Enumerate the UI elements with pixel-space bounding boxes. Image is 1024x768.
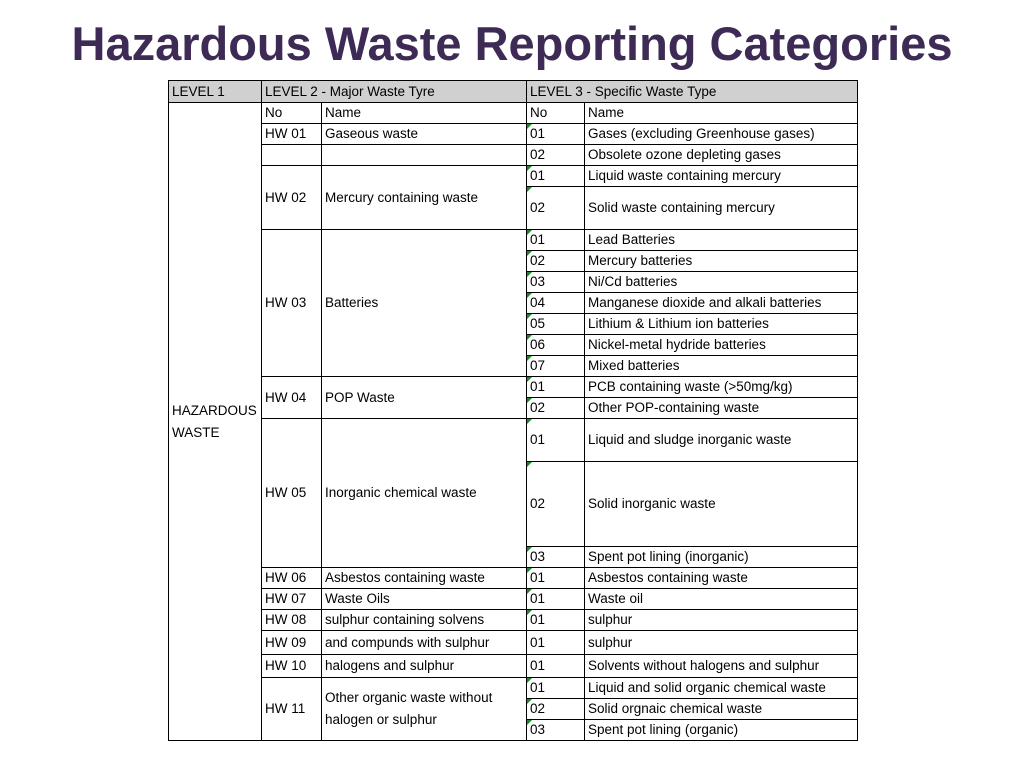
- level1-category-label: HAZARDOUS WASTE: [172, 402, 257, 440]
- hw-number: HW 03: [262, 230, 322, 377]
- hw-name: Batteries: [322, 230, 527, 377]
- hw-number: HW 11: [262, 678, 322, 741]
- item-name: Obsolete ozone depleting gases: [585, 145, 858, 166]
- item-name: Ni/Cd batteries: [585, 272, 858, 293]
- hw-name: Inorganic chemical waste: [322, 419, 527, 568]
- table-row: [169, 678, 858, 699]
- item-number: 01: [527, 230, 585, 251]
- item-number: 01: [527, 568, 585, 589]
- item-name: Lithium & Lithium ion batteries: [585, 314, 858, 335]
- page-title: Hazardous Waste Reporting Categories: [71, 17, 953, 70]
- hw-number: HW 05: [262, 419, 322, 568]
- subheader-level2-name: Name: [322, 103, 527, 124]
- item-name: Solvents without halogens and sulphur: [585, 655, 858, 678]
- item-number: 01: [527, 655, 585, 678]
- item-name: Solid inorganic waste: [585, 462, 858, 547]
- level1-category-cell: [169, 103, 262, 741]
- item-name: Mercury batteries: [585, 251, 858, 272]
- header-level3: LEVEL 3 - Specific Waste Type: [527, 81, 858, 103]
- hw-number: HW 02: [262, 166, 322, 230]
- item-number: 01: [527, 678, 585, 699]
- table-row: [169, 166, 858, 187]
- item-name: Liquid and solid organic chemical waste: [585, 678, 858, 699]
- hw-name: and compunds with sulphur: [322, 631, 527, 655]
- hw-name: Waste Oils: [322, 589, 527, 610]
- item-number: 02: [527, 699, 585, 720]
- item-number: 02: [527, 187, 585, 230]
- table-row: [169, 124, 858, 145]
- item-name: Asbestos containing waste: [585, 568, 858, 589]
- item-name: Manganese dioxide and alkali batteries: [585, 293, 858, 314]
- header-level1: LEVEL 1: [169, 81, 262, 103]
- item-name: Liquid waste containing mercury: [585, 166, 858, 187]
- item-name: Other POP-containing waste: [585, 398, 858, 419]
- item-number: 01: [527, 124, 585, 145]
- hw-name: sulphur containing solvens: [322, 610, 527, 631]
- item-number: 03: [527, 272, 585, 293]
- table-row: [169, 145, 858, 166]
- table-row: [169, 610, 858, 631]
- hw-number: HW 09: [262, 631, 322, 655]
- hw-number: HW 04: [262, 377, 322, 419]
- table-row: [169, 568, 858, 589]
- item-number: 01: [527, 166, 585, 187]
- item-number: 07: [527, 356, 585, 377]
- item-number: 02: [527, 251, 585, 272]
- item-number: 01: [527, 377, 585, 398]
- item-number: 01: [527, 610, 585, 631]
- table-row: [169, 631, 858, 655]
- item-number: 03: [527, 720, 585, 741]
- item-name: Gases (excluding Greenhouse gases): [585, 124, 858, 145]
- table-row: [169, 377, 858, 398]
- item-name: Waste oil: [585, 589, 858, 610]
- item-number: 06: [527, 335, 585, 356]
- hw-name: Asbestos containing waste: [322, 568, 527, 589]
- empty-cell: [262, 145, 322, 166]
- item-number: 01: [527, 419, 585, 462]
- item-name: sulphur: [585, 610, 858, 631]
- hw-name: Other organic waste without halogen or sulphur: [322, 678, 527, 741]
- hw-number: HW 06: [262, 568, 322, 589]
- hw-name: POP Waste: [322, 377, 527, 419]
- item-number: 01: [527, 589, 585, 610]
- hw-number: HW 08: [262, 610, 322, 631]
- item-number: 02: [527, 145, 585, 166]
- hw-number: HW 10: [262, 655, 322, 678]
- hw-name: halogens and sulphur: [322, 655, 527, 678]
- table-header-row: [169, 81, 858, 103]
- item-name: Solid orgnaic chemical waste: [585, 699, 858, 720]
- hw-number: HW 07: [262, 589, 322, 610]
- table-row: [169, 230, 858, 251]
- hazardous-waste-table: [168, 80, 858, 741]
- hw-name: Mercury containing waste: [322, 166, 527, 230]
- item-number: 02: [527, 462, 585, 547]
- subheader-level3-name: Name: [585, 103, 858, 124]
- item-name: sulphur: [585, 631, 858, 655]
- table-row: [169, 589, 858, 610]
- item-number: 05: [527, 314, 585, 335]
- table-subheader-row: [169, 103, 858, 124]
- subheader-level3-no: No: [527, 103, 585, 124]
- item-name: Mixed batteries: [585, 356, 858, 377]
- header-level2: LEVEL 2 - Major Waste Tyre: [262, 81, 527, 103]
- hw-name: Gaseous waste: [322, 124, 527, 145]
- item-name: Liquid and sludge inorganic waste: [585, 419, 858, 462]
- item-name: Nickel-metal hydride batteries: [585, 335, 858, 356]
- item-number: 03: [527, 547, 585, 568]
- item-name: Lead Batteries: [585, 230, 858, 251]
- item-number: 02: [527, 398, 585, 419]
- item-number: 04: [527, 293, 585, 314]
- item-name: PCB containing waste (>50mg/kg): [585, 377, 858, 398]
- table-row: [169, 419, 858, 462]
- item-name: Spent pot lining (organic): [585, 720, 858, 741]
- subheader-level2-no: No: [262, 103, 322, 124]
- item-name: Solid waste containing mercury: [585, 187, 858, 230]
- hw-number: HW 01: [262, 124, 322, 145]
- table-row: [169, 655, 858, 678]
- item-number: 01: [527, 631, 585, 655]
- item-name: Spent pot lining (inorganic): [585, 547, 858, 568]
- empty-cell: [322, 145, 527, 166]
